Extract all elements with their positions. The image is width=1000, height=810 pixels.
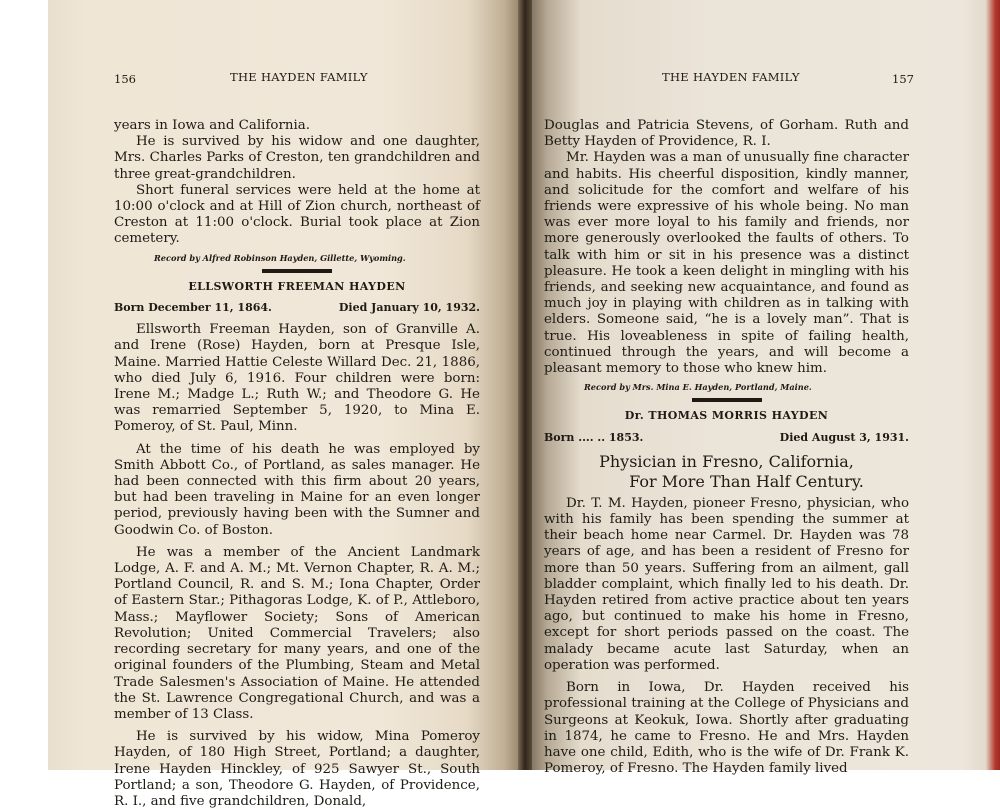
paragraph-continued: Douglas and Patricia Stevens, of Gorham. Ruth and Betty Hayden of Providence, R. I.	[544, 118, 909, 150]
born-date: Born December 11, 1864.	[114, 301, 272, 315]
paragraph-memberships: He was a member of the Ancient Landmark Lodge, A. F. and A. M.; Mt. Vernon Chapter, R. A. M.; Portland Council, R. and S. M.; Iona Chapter, Order of Eastern Star.; Pithagoras Lodge, K. of P., Attleboro, Mass.; Mayflower Society; Sons of American Revolution; United Commercial Travelers; also recording secretary for many years, and one of the original founders of the Plumbing, Steam and Metal Trade Salesmen's Association of Maine. He attended the St. Lawrence Congregational Church, and was a member of 13 Class.	[114, 544, 480, 722]
right-text-column	[544, 118, 909, 777]
page-number: 156	[114, 72, 136, 86]
left-page	[48, 0, 524, 809]
book-gutter	[518, 0, 532, 770]
page-number: 157	[892, 72, 914, 86]
born-date: Born .... .. 1853.	[544, 430, 644, 444]
section-heading: ELLSWORTH FREEMAN HAYDEN	[188, 279, 406, 293]
right-page	[524, 0, 1000, 777]
paragraph-character: Mr. Hayden was a man of unusually fine character and habits. His cheerful disposition, kindly manner, and solicitude for the comfort and welfare of his friends were expressive of his whole being. No man was ever more loyal to his family and friends, nor more generously overlooked the faults of others. To talk with him or sit in his presence was a distinct pleasure. He took a keen delight in mingling with his friends, and seeking new acquaintance, and found as much joy in playing with children as in talking with elders. Someone said, “he is a lovely man”. That is true. His loveableness in spite of failing health, continued through the years, and will become a pleasant memory to those who knew him.	[544, 150, 909, 377]
paragraph-continued: years in Iowa and California.	[114, 118, 311, 133]
paragraph-biography: Ellsworth Freeman Hayden, son of Granville A. and Irene (Rose) Hayden, born at Presque Isle, Maine. Married Hattie Celeste Willard Dec. 21, 1886, who died July 6, 1916. Four children were born: Irene M.; Madge L.; Ruth W.; and Theodore G. He was remarried September 5, 1920, to Mina E. Pomeroy, of St. Paul, Minn.	[114, 322, 480, 435]
article-headline	[544, 452, 909, 492]
dates-line	[544, 430, 909, 446]
paragraph-training: Born in Iowa, Dr. Hayden received his professional training at the College of Physicians and Surgeons at Keokuk, Iowa. Shortly after graduating in 1874, he came to Fresno. He and Mrs. Hayden have one child, Edith, who is the wife of Dr. Frank K. Pomeroy, of Fresno. The Hayden family lived	[544, 680, 909, 777]
record-credit: Record by Mrs. Mina E. Hayden, Portland, Maine.	[584, 382, 812, 393]
running-head: THE HAYDEN FAMILY	[662, 70, 800, 84]
record-credit: Record by Alfred Robinson Hayden, Gillette, Wyoming.	[154, 252, 406, 263]
headline-line-2: For More Than Half Century.	[629, 471, 864, 491]
paragraph-obituary: Dr. T. M. Hayden, pioneer Fresno, physician, who with his family has been spending the summer at their beach home near Carmel. Dr. Hayden was 78 years of age, and has been a resident of Fresno for more than 50 years. Suffering from an ailment, gall bladder complaint, which finally led to his death. Dr. Hayden retired from active practice about ten years ago, but continued to make his home in Fresno, except for short periods passed on the coast. The malady became acute last Saturday, when an operation was performed.	[544, 495, 909, 673]
running-head: THE HAYDEN FAMILY	[230, 70, 368, 84]
section-divider	[692, 398, 762, 402]
died-date: Died August 3, 1931.	[779, 430, 909, 444]
left-text-column	[114, 118, 480, 810]
paragraph-survived: He is survived by his widow and one daughter, Mrs. Charles Parks of Creston, ten grandchildren and three great-grandchildren.	[114, 134, 480, 182]
headline-line-1: Physician in Fresno, California,	[599, 451, 854, 471]
paragraph-survivors: He is survived by his widow, Mina Pomeroy Hayden, of 180 High Street, Portland; a daughter, Irene Hayden Hinckley, of 925 Sawyer St., South Portland; a son, Theodore G. Hayden, of Providence, R. I., and five grandchildren, Donald,	[114, 729, 480, 809]
paragraph-funeral: Short funeral services were held at the home at 10:00 o'clock and at Hill of Zion church, northeast of Creston at 11:00 o'clock. Burial took place at Zion cemetery.	[114, 182, 480, 247]
section-heading: Dr. THOMAS MORRIS HAYDEN	[624, 409, 829, 423]
paragraph-employment: At the time of his death he was employed by Smith Abbott Co., of Portland, as sales manager. He had been connected with this firm about 20 years, but had been traveling in Maine for an even longer period, previously having been with the Sumner and Goodwin Co. of Boston.	[114, 441, 480, 538]
dates-line	[114, 300, 480, 316]
section-divider	[262, 269, 332, 273]
died-date: Died January 10, 1932.	[338, 301, 480, 315]
